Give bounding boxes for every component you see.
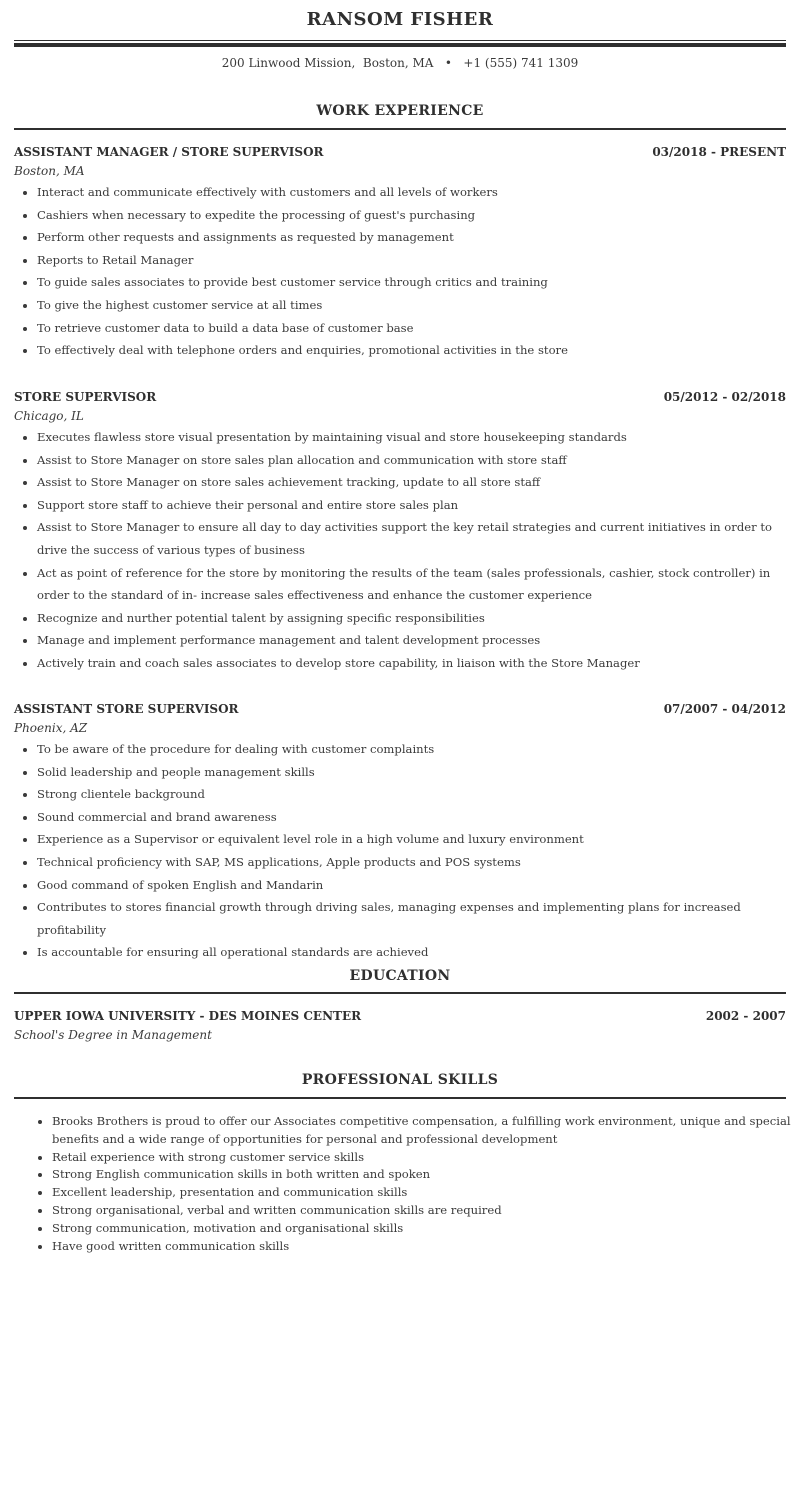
header-divider-thin <box>14 40 786 41</box>
candidate-name: RANSOM FISHER <box>306 9 494 30</box>
list-item: • Is accountable for ensuring all operational standards are achieved <box>37 941 786 964</box>
list-item: • Sound commercial and brand awareness <box>37 806 786 829</box>
list-item: • Experience as a Supervisor or equivalent level role in a high volume and luxury environment <box>37 828 786 851</box>
contact-line: 200 Linwood Mission, Boston, MA • +1 (555) 741 1309 <box>221 56 579 70</box>
job-entry-2 <box>14 390 786 675</box>
section-divider-skills <box>14 1097 786 1099</box>
job-location: Phoenix, AZ <box>14 721 88 735</box>
list-item: • Actively train and coach sales associates to develop store capability, in liaison with the Store Manager <box>37 652 786 675</box>
section-title-skills: PROFESSIONAL SKILLS <box>301 1072 499 1088</box>
list-item: • Strong communication, motivation and organisational skills <box>52 1220 792 1238</box>
list-item: • To give the highest customer service at all times <box>37 294 786 317</box>
list-item: • Interact and communicate effectively with customers and all levels of workers <box>37 181 786 204</box>
list-item: • Good command of spoken English and Mandarin <box>37 874 786 897</box>
list-item: • Perform other requests and assignments as requested by management <box>37 226 786 249</box>
list-item: • Manage and implement performance management and talent development processes <box>37 629 786 652</box>
list-item: • Act as point of reference for the store by monitoring the results of the team (sales professionals, cashier, stock controller) in order to the standard of in- increase sales effectiveness and enhance the customer experience <box>37 562 786 607</box>
job-title: STORE SUPERVISOR <box>14 390 157 404</box>
job-title: ASSISTANT STORE SUPERVISOR <box>14 702 239 716</box>
job-bullets <box>14 181 786 362</box>
section-divider-education <box>14 992 786 994</box>
list-item: • Retail experience with strong customer service skills <box>52 1149 792 1167</box>
list-item: • To effectively deal with telephone orders and enquiries, promotional activities in the store <box>37 339 786 362</box>
list-item: • Solid leadership and people management skills <box>37 761 786 784</box>
list-item: • Support store staff to achieve their personal and entire store sales plan <box>37 494 786 517</box>
list-item: • Executes flawless store visual presentation by maintaining visual and store housekeeping standards <box>37 426 786 449</box>
list-item: • Recognize and nurther potential talent by assigning specific responsibilities <box>37 607 786 630</box>
list-item: • Have good written communication skills <box>52 1238 792 1256</box>
job-dates: 07/2007 - 04/2012 <box>663 702 786 716</box>
school-name: UPPER IOWA UNIVERSITY - DES MOINES CENTER <box>14 1009 362 1023</box>
list-item: • Assist to Store Manager on store sales plan allocation and communication with store staff <box>37 449 786 472</box>
job-location: Boston, MA <box>14 164 85 178</box>
job-dates: 03/2018 - PRESENT <box>652 145 786 159</box>
list-item: • Reports to Retail Manager <box>37 249 786 272</box>
list-item: • Strong organisational, verbal and written communication skills are required <box>52 1202 792 1220</box>
list-item: • Assist to Store Manager to ensure all day to day activities support the key retail strategies and current initiatives in order to drive the success of various types of business <box>37 516 786 561</box>
list-item: • To be aware of the procedure for dealing with customer complaints <box>37 738 786 761</box>
job-bullets <box>14 426 786 675</box>
header-divider-thick <box>14 43 786 47</box>
job-entry-1 <box>14 145 786 362</box>
list-item: • Cashiers when necessary to expedite the processing of guest's purchasing <box>37 204 786 227</box>
education-dates: 2002 - 2007 <box>705 1009 786 1023</box>
education-entry <box>14 1009 786 1043</box>
list-item: • Brooks Brothers is proud to offer our Associates competitive compensation, a fulfilling work environment, unique and special benefits and a wide range of opportunities for personal and professional development <box>52 1113 792 1149</box>
job-dates: 05/2012 - 02/2018 <box>663 390 786 404</box>
list-item: • Excellent leadership, presentation and communication skills <box>52 1184 792 1202</box>
job-location: Chicago, IL <box>14 409 84 423</box>
list-item: • To retrieve customer data to build a data base of customer base <box>37 317 786 340</box>
list-item: • Strong clientele background <box>37 783 786 806</box>
section-divider-work <box>14 128 786 130</box>
job-title: ASSISTANT MANAGER / STORE SUPERVISOR <box>14 145 324 159</box>
list-item: • Strong English communication skills in both written and spoken <box>52 1166 792 1184</box>
degree: School's Degree in Management <box>14 1028 212 1042</box>
job-bullets <box>14 738 786 964</box>
skills-list <box>38 1113 792 1255</box>
section-title-work-experience: WORK EXPERIENCE <box>316 103 484 119</box>
list-item: • Technical proficiency with SAP, MS applications, Apple products and POS systems <box>37 851 786 874</box>
list-item: • Contributes to stores financial growth through driving sales, managing expenses and implementing plans for increased profitability <box>37 896 786 941</box>
list-item: • To guide sales associates to provide best customer service through critics and training <box>37 271 786 294</box>
job-entry-3 <box>14 702 786 964</box>
list-item: • Assist to Store Manager on store sales achievement tracking, update to all store staff <box>37 471 786 494</box>
section-title-education: EDUCATION <box>349 968 451 984</box>
